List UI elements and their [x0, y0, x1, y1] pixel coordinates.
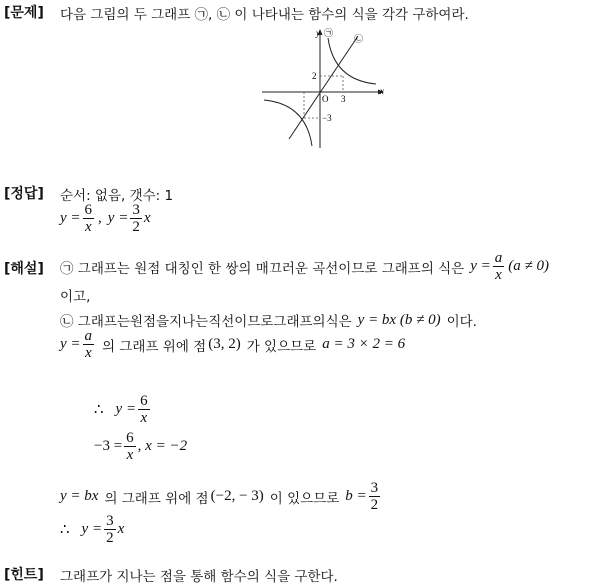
hint-text: 그래프가 지나는 점을 통해 함수의 식을 구한다. [60, 569, 338, 585]
solution-l6-tail: , x = −2 [137, 438, 188, 454]
answer-eq2-den: 2 [132, 219, 140, 235]
solution-l5-num: 6 [140, 393, 148, 409]
x-axis-label: x [380, 86, 384, 96]
y-axis-label: y [316, 28, 320, 38]
solution-l5-den: x [140, 410, 148, 426]
solution-l7-lhs: b = [345, 488, 367, 504]
answer-eq2-fraction [130, 202, 142, 235]
answer-sep: , [98, 210, 102, 226]
solution-line3 [60, 310, 477, 330]
answer-eq2-tail: x [143, 210, 151, 226]
problem-label: [문제] [4, 5, 44, 21]
curve-label-1: ㉠ [324, 29, 334, 39]
solution-l5-fraction [138, 393, 150, 426]
problem-text: 다음 그림의 두 그래프 ㉠, ㉡ 이 나타내는 함수의 식을 각각 구하여라. [60, 7, 469, 23]
solution-l1-num: a [494, 250, 503, 266]
solution-line7 [60, 480, 382, 513]
graph-figure [258, 24, 390, 150]
solution-l8-therefore: ∴ [60, 522, 70, 538]
answer-eq1-lhs: y = [60, 210, 81, 226]
line-graph [289, 36, 358, 139]
solution-line5 [94, 393, 152, 426]
answer-eq2-num: 3 [132, 202, 140, 218]
solution-l1-den: x [495, 267, 502, 283]
solution-l8-num: 3 [106, 513, 114, 529]
solution-l4-point: (3, 2) [208, 336, 241, 352]
answer-eq1-fraction [83, 202, 95, 235]
solution-line4 [60, 328, 405, 361]
solution-l3-text: ㉡ 그래프는원점을지나는직선이므로그래프의식은 [60, 314, 352, 330]
solution-l8-lhs: y = [81, 521, 103, 537]
solution-l8-tail: x [117, 521, 125, 537]
solution-l7-fraction [369, 480, 381, 513]
solution-line8 [60, 513, 124, 546]
solution-l5-therefore: ∴ [94, 402, 104, 418]
answer-equations [60, 202, 150, 235]
solution-l6-fraction [124, 430, 136, 463]
solution-l7-math: y = bx [60, 488, 99, 504]
solution-l1-text: ㉠ 그래프는 원점 대칭인 한 쌍의 매끄러운 곡선이므로 그래프의 식은 [60, 260, 465, 277]
answer-eq2-lhs: y = [107, 210, 129, 226]
solution-l6-lhs: −3 = [94, 438, 123, 454]
solution-l1-cond: (a ≠ 0) [508, 258, 549, 274]
answer-eq1-num: 6 [84, 202, 93, 218]
solution-l4-text1: 의 그래프 위에 점 [102, 338, 207, 355]
solution-l5-lhs: y = [115, 401, 137, 417]
solution-l3-math: y = bx (b ≠ 0) [357, 311, 441, 328]
tick-x-3: 3 [341, 94, 346, 104]
hyperbola-branch-q3 [264, 100, 312, 146]
solution-l2-text: 이고, [60, 289, 91, 305]
solution-l7-den: 2 [370, 497, 379, 513]
curve-label-2: ㉡ [354, 35, 364, 45]
answer-label: [정답] [4, 186, 44, 202]
origin-label: O [322, 94, 329, 104]
solution-l7-text1: 의 그래프 위에 점 [104, 490, 209, 507]
solution-line1 [60, 250, 549, 283]
solution-l8-den: 2 [106, 530, 114, 546]
solution-l4-fraction [83, 328, 95, 361]
solution-l4-text2: 가 있으므로 [246, 338, 317, 355]
solution-l4-num: a [84, 328, 93, 344]
tick-y-2: 2 [312, 71, 317, 81]
solution-l7-point: (−2, − 3) [210, 488, 264, 504]
answer-line1: 순서: 없음, 갯수: 1 [60, 188, 174, 204]
solution-l7-text2: 이 있으므로 [269, 490, 340, 507]
solution-l1-fraction [493, 250, 505, 283]
solution-l8-fraction [104, 513, 116, 546]
hint-label: [힌트] [4, 567, 44, 583]
solution-l4-math: a = 3 × 2 = 6 [322, 336, 406, 352]
solution-l1-lhs: y = [470, 258, 491, 274]
solution-l6-den: x [126, 447, 134, 463]
solution-l3-tail: 이다. [446, 314, 477, 330]
solution-l7-num: 3 [370, 480, 379, 496]
solution-l6-num: 6 [126, 430, 134, 446]
tick-y-neg3: −3 [322, 113, 332, 123]
solution-l4-lhs: y = [60, 336, 81, 352]
solution-l4-den: x [84, 345, 92, 361]
solution-label: [해설] [4, 261, 44, 277]
answer-eq1-den: x [84, 219, 92, 235]
solution-line6 [94, 430, 187, 463]
